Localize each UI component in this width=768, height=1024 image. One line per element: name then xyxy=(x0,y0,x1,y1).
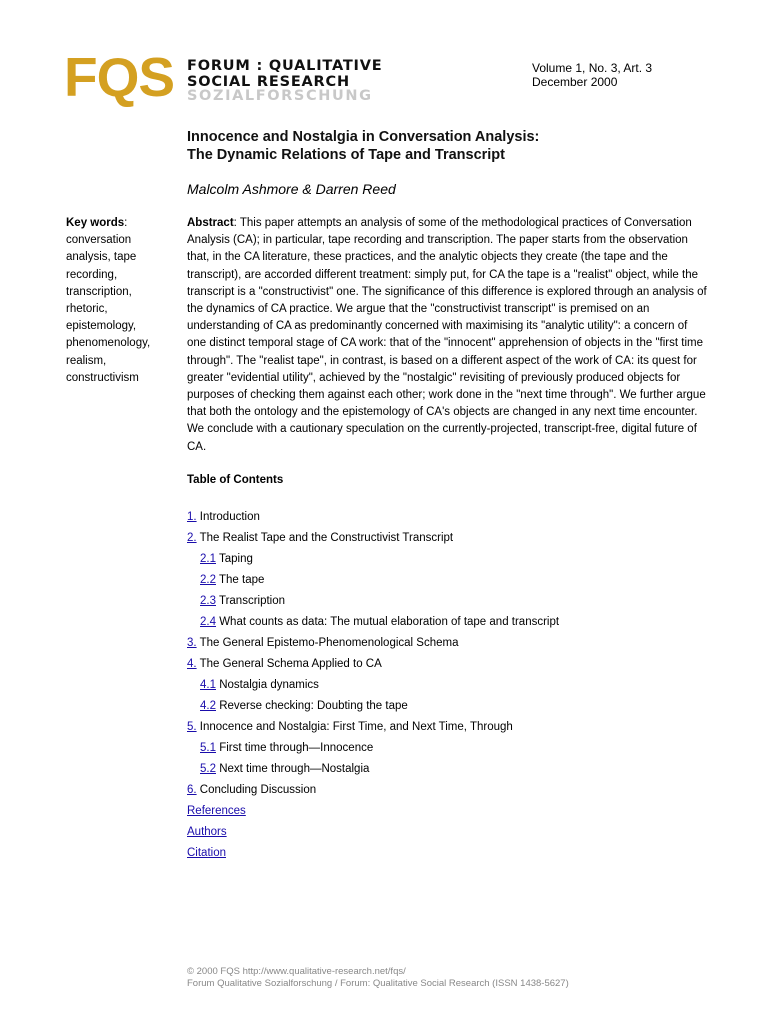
toc-item-nostalgia-dynamics xyxy=(187,677,559,698)
title-line2: The Dynamic Relations of Tape and Transcript xyxy=(187,147,505,163)
toc-item-the-tape xyxy=(187,572,559,593)
toc-item-what-counts-as-data xyxy=(187,614,559,635)
issue-info xyxy=(532,61,652,89)
toc-link[interactable]: 2.4 xyxy=(200,616,216,628)
toc-link[interactable]: 2.1 xyxy=(200,553,216,565)
toc-link[interactable]: 5.2 xyxy=(200,763,216,775)
toc-item-general-schema xyxy=(187,635,559,656)
keywords-label: Key words xyxy=(66,217,125,229)
toc-link[interactable]: 4.2 xyxy=(200,700,216,712)
toc-link[interactable]: 2. xyxy=(187,532,197,544)
abstract-text: : This paper attempts an analysis of some of the methodological practices of Conversation Analysis (CA); in particular, tape recording and transcription. The paper starts from the observation that, in the CA literature, these practices, and the analytic objects they create (the tape and the transcript), are accorded different treatment: simply put, for CA the tape is a "realist" object, while the transcript is a "constructivist" one. The significance of this difference is explored through an analysis of the dynamics of CA practice. We argue that the "constructivist transcript" is premised on an understanding of CA as predominantly concerned with maximising its "analytic utility": a concern of one distinct temporal stage of CA work: that of the "innocent" apprehension of objects in the "first time through". The "realist tape", in contrast, is based on a different aspect of the work of CA: its quest for greater "evidential utility", achieved by the "nostalgic" revisiting of previously produced objects for purposes of checking them against each other; work done in the "next time through". We further argue that both the ontology and the epistemology of CA's objects are changed in any next time encounter. We conclude with a cautionary speculation on the currently-projected, transcript-free, digital future of CA. xyxy=(187,217,707,453)
page-footer xyxy=(187,966,569,990)
journal-name-line1: FORUM : QUALITATIVE xyxy=(187,58,383,74)
toc-item-label: Transcription xyxy=(216,595,286,607)
toc-item-label: Taping xyxy=(216,553,253,565)
abstract-block xyxy=(187,215,707,456)
title-line1: Innocence and Nostalgia in Conversation Analysis: xyxy=(187,129,540,145)
footer-issn: Forum Qualitative Sozialforschung / Forum: Qualitative Social Research (ISSN 1438-5627) xyxy=(187,978,569,989)
toc-item-label: Reverse checking: Doubting the tape xyxy=(216,700,408,712)
toc-link[interactable]: 6. xyxy=(187,784,197,796)
toc-item-next-time xyxy=(187,761,559,782)
article-authors: Malcolm Ashmore & Darren Reed xyxy=(187,181,396,197)
article-title xyxy=(187,128,707,164)
toc-item-introduction xyxy=(187,509,559,530)
keywords-colon: : xyxy=(124,217,128,229)
journal-name xyxy=(187,59,382,104)
toc-item-citation xyxy=(187,845,559,866)
volume-number: Volume 1, No. 3, Art. 3 xyxy=(532,61,653,75)
toc-link[interactable]: 2.3 xyxy=(200,595,216,607)
toc-item-first-time xyxy=(187,740,559,761)
toc-item-label: Introduction xyxy=(196,511,260,523)
abstract-label: Abstract xyxy=(187,217,234,229)
toc-item-authors xyxy=(187,824,559,845)
table-of-contents xyxy=(187,509,559,866)
toc-item-label: The General Schema Applied to CA xyxy=(196,658,382,670)
toc-item-label: Nostalgia dynamics xyxy=(216,679,319,691)
toc-item-label: First time through—Innocence xyxy=(216,742,374,754)
footer-copyright: © 2000 FQS http://www.qualitative-research.net/fqs/ xyxy=(187,966,406,977)
toc-item-label: Concluding Discussion xyxy=(196,784,317,796)
keywords-block xyxy=(66,215,176,387)
toc-item-references xyxy=(187,803,559,824)
toc-item-taping xyxy=(187,551,559,572)
issue-date: December 2000 xyxy=(532,75,618,89)
toc-item-schema-applied xyxy=(187,656,559,677)
toc-heading: Table of Contents xyxy=(187,474,284,486)
toc-item-label: Next time through—Nostalgia xyxy=(216,763,370,775)
toc-item-label: What counts as data: The mutual elaboration of tape and transcript xyxy=(216,616,560,628)
toc-link[interactable]: 4. xyxy=(187,658,197,670)
authors-link[interactable]: Authors xyxy=(187,826,227,838)
fqs-logo-mark: FQS xyxy=(64,46,175,108)
toc-link[interactable]: 2.2 xyxy=(200,574,216,586)
toc-item-realist-tape xyxy=(187,530,559,551)
toc-link[interactable]: 5.1 xyxy=(200,742,216,754)
journal-name-line2: SOCIAL RESEARCH xyxy=(187,73,350,90)
journal-name-line3: SOZIALFORSCHUNG xyxy=(187,88,373,104)
toc-link[interactable]: 4.1 xyxy=(200,679,216,691)
citation-link[interactable]: Citation xyxy=(187,847,226,859)
references-link[interactable]: References xyxy=(187,805,246,817)
toc-item-concluding xyxy=(187,782,559,803)
toc-item-reverse-checking xyxy=(187,698,559,719)
toc-link[interactable]: 3. xyxy=(187,637,197,649)
toc-item-transcription xyxy=(187,593,559,614)
keywords-text: conversation analysis, tape recording, transcription, rhetoric, epistemology, phenomenology, realism, constructivism xyxy=(66,234,151,384)
toc-item-innocence-nostalgia xyxy=(187,719,559,740)
toc-item-label: The tape xyxy=(216,574,265,586)
toc-item-label: The General Epistemo-Phenomenological Schema xyxy=(196,637,459,649)
toc-link[interactable]: 1. xyxy=(187,511,197,523)
toc-link[interactable]: 5. xyxy=(187,721,197,733)
toc-item-label: Innocence and Nostalgia: First Time, and Next Time, Through xyxy=(196,721,513,733)
toc-item-label: The Realist Tape and the Constructivist Transcript xyxy=(196,532,454,544)
